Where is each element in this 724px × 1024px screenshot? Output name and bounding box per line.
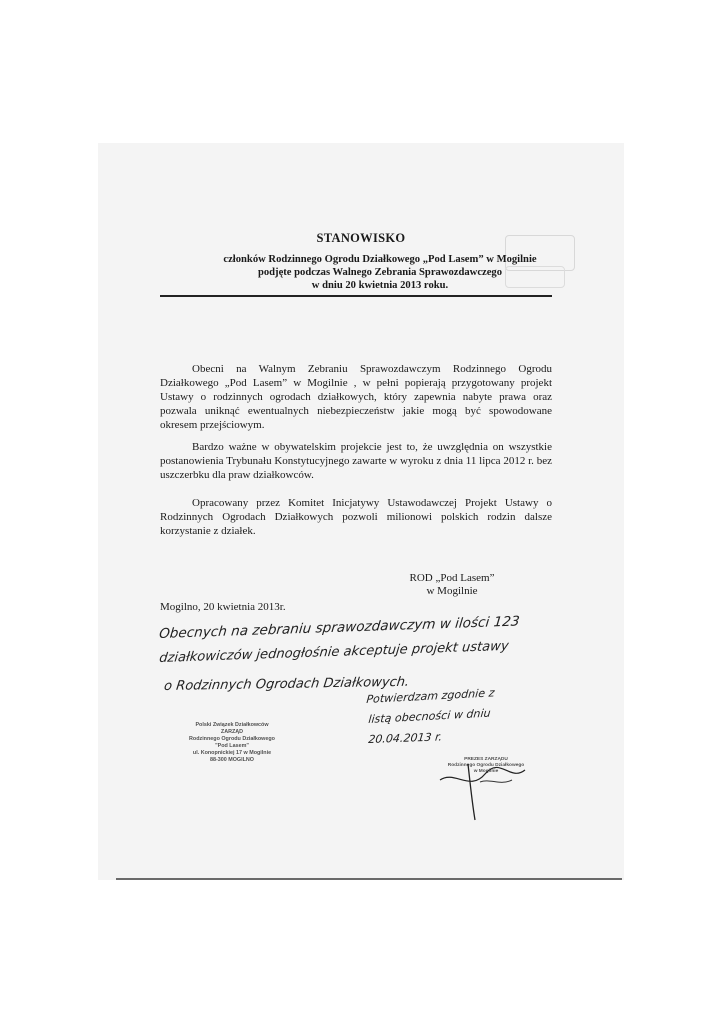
handwritten-confirmation-line-3: 20.04.2013 r. (367, 730, 443, 746)
paragraph-1 (160, 362, 552, 432)
subtitle-line-2: podjęte podczas Walnego Zebrania Sprawozdawczego (257, 267, 503, 278)
paragraph-2 (160, 440, 552, 482)
organization-stamp (170, 722, 294, 764)
title-underline (160, 295, 552, 297)
page-bottom-edge (116, 878, 622, 880)
signature-org-city: w Mogilnie (426, 585, 478, 597)
handwritten-signature (430, 752, 540, 824)
handwritten-note-line-2: działkowiczów jednogłośnie akceptuje projekt ustawy (158, 638, 510, 666)
handwritten-confirmation-line-2: listą obecności w dniu (367, 706, 492, 726)
document-title: STANOWISKO (316, 231, 406, 245)
handwritten-confirmation-line-1: Potwierdzam zgodnie z (365, 686, 496, 706)
president-stamp-line-1: PREZES ZARZĄDU (464, 757, 508, 762)
place-date: Mogilno, 20 kwietnia 2013r. (160, 601, 286, 613)
president-stamp-line-3: w Mogilnie (473, 769, 499, 774)
signature-org-name: ROD „Pod Lasem” (409, 572, 495, 584)
stamp-line-1: Polski Związek Działkowców (195, 722, 269, 728)
subtitle-line-3: w dniu 20 kwietnia 2013 roku. (311, 280, 449, 291)
president-stamp-line-2: Rodzinnego Ogrodu Działkowego (447, 763, 525, 768)
stamp-line-3: Rodzinnego Ogrodu Działkowego (189, 736, 275, 742)
paragraph-2-text: Bardzo ważne w obywatelskim projekcie jest to, że uwzględnia on wszystkie postanowienia Trybunału Konstytucyjnego zawarte w wyroku z dnia 11 lipca 2012 r. bez uszczerbku dla praw działkowców. (160, 441, 552, 481)
stamp-line-5: ul. Konopnickiej 17 w Mogilnie (192, 750, 272, 756)
stamp-line-4: "Pod Lasem" (215, 743, 249, 749)
subtitle-line-1: członków Rodzinnego Ogrodu Działkowego „Pod Lasem” w Mogilnie (223, 254, 537, 265)
paragraph-3 (160, 496, 552, 538)
paragraph-1-text: Obecni na Walnym Zebraniu Sprawozdawczym Rodzinnego Ogrodu Działkowego „Pod Lasem” w Mogilnie , w pełni popierają przygotowany projekt Ustawy o rodzinnych ogrodach działkowych, który zapewnia nabyte prawa oraz pozwala uniknąć ewentualnych niebezpieczeństw jakie mogą być spowodowane okresem przejściowym. (160, 363, 552, 431)
handwritten-note-line-1: Obecnych na zebraniu sprawozdawczym w ilości 123 (158, 613, 521, 642)
handwritten-note-line-3: o Rodzinnych Ogrodach Działkowych. (163, 674, 411, 694)
stamp-line-6: 88-300 MOGILNO (209, 757, 255, 763)
stamp-line-2: ZARZĄD (220, 729, 244, 735)
paragraph-3-text: Opracowany przez Komitet Inicjatywy Ustawodawczej Projekt Ustawy o Rodzinnych Ogrodach Działkowych pozwoli milionowi polskich rodzin dalsze korzystanie z działek. (160, 497, 552, 537)
